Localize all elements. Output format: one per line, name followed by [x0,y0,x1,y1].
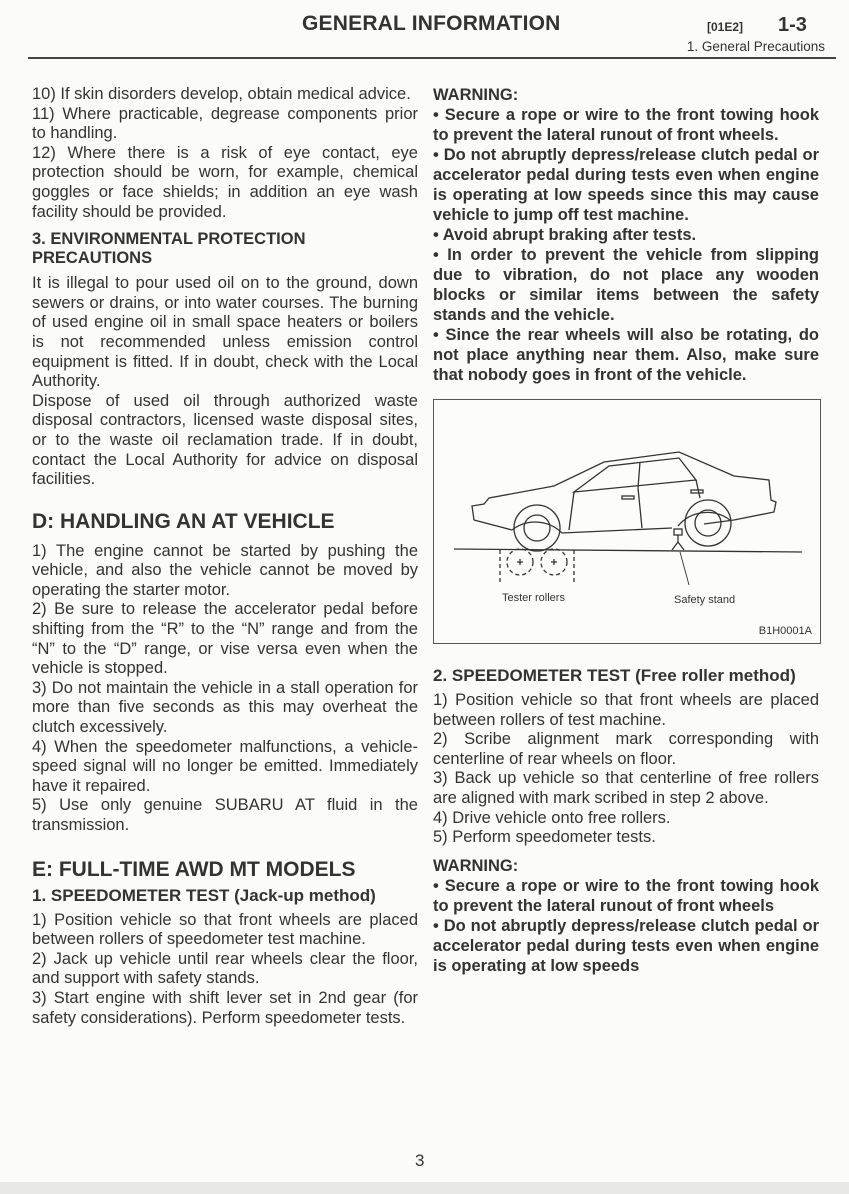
list-item: 2) Jack up vehicle until rear wheels clear the floor, and support with safety stands. [32,949,418,988]
warning-item: • Avoid abrupt braking after tests. [433,226,697,244]
env-heading: 3. ENVIRONMENTAL PROTECTION PRECAUTIONS [32,230,306,268]
warning-block [433,856,819,976]
warning-block [433,85,819,385]
warning-item: • In order to prevent the vehicle from slipping due to vibration, do not place any wooden blocks or similar items between the safety stands and the vehicle. [433,246,819,324]
section-e-heading: E: FULL-TIME AWD MT MODELS [32,857,356,881]
car-illustration-icon [434,400,820,643]
list-item: 4) When the speedometer malfunctions, a vehicle-speed signal will no longer be emitted. Immediately have it repaired. [32,737,418,795]
list-item: 3) Do not maintain the vehicle in a stall operation for more than five seconds as this may overheat the clutch excessively. [32,678,418,737]
chapter-title: GENERAL INFORMATION [302,12,561,35]
section-title: 1. General Precautions [686,39,825,54]
warning-title: WARNING: [433,856,519,875]
header-divider [28,57,836,59]
list-item: 12) Where there is a risk of eye contact, eye protection should be worn, for example, chemical goggles or face shields; in addition an eye wash facility should be provided. [32,143,418,221]
list-item: 3) Back up vehicle so that centerline of free rollers are aligned with mark scribed in step 2 above. [433,769,819,807]
section-d-heading: D: HANDLING AN AT VEHICLE [32,509,335,533]
list-item: 3) Start engine with shift lever set in 2nd gear (for safety considerations). Perform speedometer tests. [32,988,418,1027]
warning-item: • Secure a rope or wire to the front towing hook to prevent the lateral runout of front wheels [433,876,819,915]
warning-item: • Do not abruptly depress/release clutch pedal or accelerator pedal during tests even when engine is operating at low speeds [433,916,819,975]
tester-rollers-label: Tester rollers [502,592,565,604]
list-item: 5) Use only genuine SUBARU AT fluid in the transmission. [32,796,418,834]
section-e-subheading: 1. SPEEDOMETER TEST (Jack-up method) [32,885,376,905]
page-number: 3 [415,1151,425,1170]
left-column [32,85,418,1028]
page-reference: 1-3 [778,14,807,36]
paragraph: It is illegal to pour used oil on to the ground, down sewers or drains, or into water courses. The burning of used engine oil in small space heaters or boilers is not recommended unless emission control equipment is fitted. If in doubt, check with the Local Authority. [32,274,418,391]
list-item: 1) Position vehicle so that front wheels are placed between rollers of speedometer test machine. [32,910,418,949]
list-item: 4) Drive vehicle onto free rollers. [433,808,671,827]
list-item: 2) Scribe alignment mark corresponding with centerline of rear wheels on floor. [433,730,819,768]
paragraph: Dispose of used oil through authorized waste disposal contractors, licensed waste disposal sites, or to the waste oil reclamation trade. If in doubt, contact the Local Authority for advice on disposal facilities. [32,391,418,489]
warning-title: WARNING: [433,86,519,104]
list-item: 10) If skin disorders develop, obtain medical advice. [32,85,411,103]
scan-edge [0,1182,849,1194]
list-item: 1) Position vehicle so that front wheels are placed between rollers of test machine. [433,691,819,729]
warning-item: • Secure a rope or wire to the front towing hook to prevent the lateral runout of front wheels. [433,106,819,144]
section-2-heading: 2. SPEEDOMETER TEST (Free roller method) [433,666,796,685]
car-on-tester-figure [433,399,821,644]
safety-stand-label: Safety stand [674,594,736,606]
right-column [433,85,819,976]
list-item: 2) Be sure to release the accelerator pedal before shifting from the “R” to the “N” range and from the “N” to the “D” range, or vise versa even when the vehicle is stopped. [32,600,418,678]
warning-item: • Since the rear wheels will also be rotating, do not place anything near them. Also, make sure that nobody goes in front of the vehicle. [433,326,819,384]
warning-item: • Do not abruptly depress/release clutch pedal or accelerator pedal during tests even when engine is operating at low speeds since this may cause vehicle to jump off test machine. [433,146,819,224]
list-item: 1) The engine cannot be started by pushing the vehicle, and also the vehicle cannot be moved by operating the starter motor. [32,541,418,599]
list-item: 11) Where practicable, degrease components prior to handling. [32,104,418,143]
doc-code: [01E2] [707,20,744,34]
figure-id: B1H0001A [758,625,812,637]
list-item: 5) Perform speedometer tests. [433,828,656,847]
